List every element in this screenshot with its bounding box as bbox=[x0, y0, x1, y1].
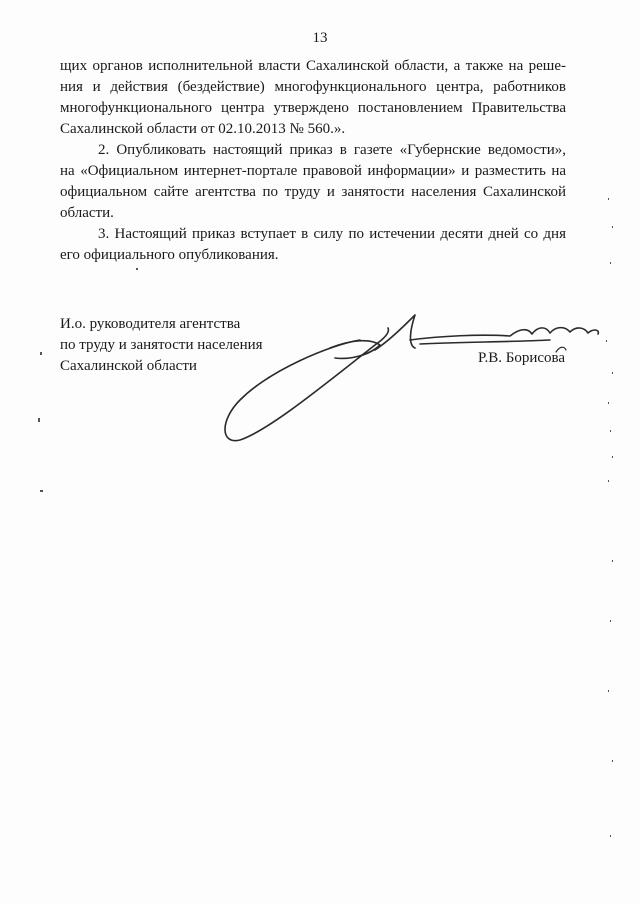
document-body bbox=[60, 56, 566, 266]
paragraph-3-line-1: 3. Настоящий приказ вступает в силу по истечении десяти дней со дня bbox=[98, 226, 566, 242]
paragraph-2-line-2: на «Официальном интернет-портале правовой информации» и разместить на bbox=[60, 163, 566, 179]
paragraph-1-line-2: ния и действия (бездействие) многофункционального центра, работников bbox=[60, 79, 566, 95]
paragraph-2-line-3: официальном сайте агентства по труду и занятости населения Сахалинской bbox=[60, 184, 566, 200]
paragraph-1-line-1: щих органов исполнительной власти Сахалинской области, а также на реше- bbox=[60, 58, 566, 74]
signatory-title-line-1: И.о. руководителя агентства bbox=[60, 316, 241, 332]
signer-name: Р.В. Борисова bbox=[478, 350, 566, 366]
paragraph-3-line-2: его официального опубликования. bbox=[60, 247, 279, 263]
paragraph-1-line-4: Сахалинской области от 02.10.2013 № 560.». bbox=[60, 121, 346, 137]
page-number: 13 bbox=[312, 30, 328, 46]
paragraph-1-line-3: многофункционального центра утверждено постановлением Правительства bbox=[60, 100, 566, 116]
signatory-title-line-2: по труду и занятости населения bbox=[60, 337, 263, 353]
handwritten-signature bbox=[210, 300, 610, 450]
paragraph-2-line-4: области. bbox=[60, 205, 114, 221]
signatory-title-line-3: Сахалинской области bbox=[60, 358, 197, 374]
paragraph-2-line-1: 2. Опубликовать настоящий приказ в газете «Губернские ведомости», bbox=[98, 142, 566, 158]
